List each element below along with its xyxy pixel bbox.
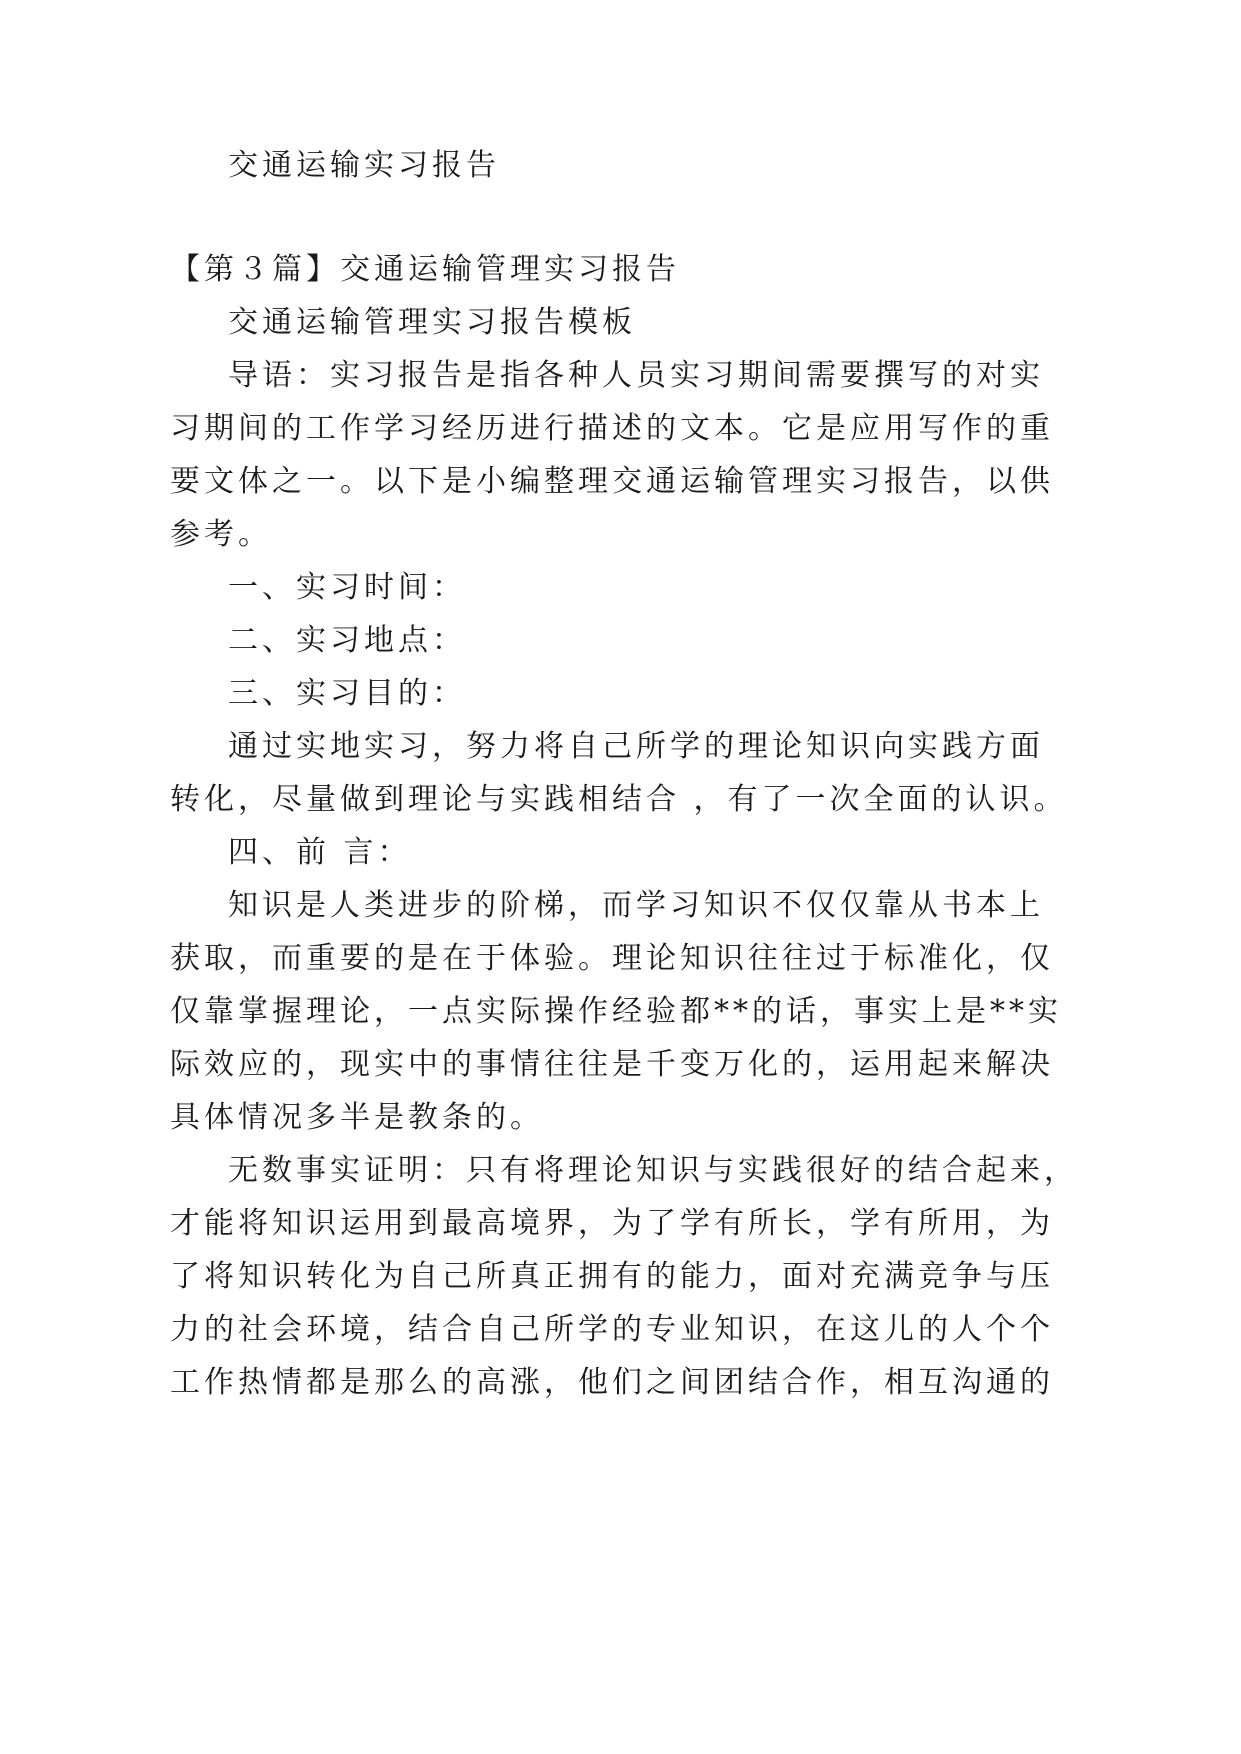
paragraph-line: 获取，而重要的是在于体验。理论知识往往过于标准化，仅 xyxy=(170,941,1054,976)
paragraph-line: 参考。 xyxy=(170,517,272,552)
paragraph-line: 习期间的工作学习经历进行描述的文本。它是应用写作的重 xyxy=(170,411,1054,446)
document-subtitle: 交通运输管理实习报告模板 xyxy=(228,305,636,340)
paragraph-line: 具体情况多半是教条的。 xyxy=(170,1100,544,1135)
document-top-title: 交通运输实习报告 xyxy=(228,148,500,183)
paragraph-line: 了将知识转化为自己所真正拥有的能力，面对充满竞争与压 xyxy=(170,1259,1054,1294)
paragraph-line: 才能将知识运用到最高境界，为了学有所长，学有所用，为 xyxy=(170,1206,1054,1241)
paragraph-line: 仅靠掌握理论，一点实际操作经验都**的话，事实上是**实 xyxy=(170,994,1062,1029)
paragraph-line: 无数事实证明：只有将理论知识与实践很好的结合起来， xyxy=(228,1153,1078,1188)
list-item: 四、前 言： xyxy=(228,835,412,870)
list-item: 二、实习地点： xyxy=(228,623,466,658)
paragraph-line: 力的社会环境，结合自己所学的专业知识，在这儿的人个个 xyxy=(170,1312,1054,1347)
list-item: 一、实习时间： xyxy=(228,570,466,605)
paragraph-line: 要文体之一。以下是小编整理交通运输管理实习报告，以供 xyxy=(170,464,1054,499)
paragraph-line: 工作热情都是那么的高涨，他们之间团结合作，相互沟通的 xyxy=(170,1365,1054,1400)
paragraph-line: 导语：实习报告是指各种人员实习期间需要撰写的对实 xyxy=(228,358,1044,393)
paragraph-line: 通过实地实习，努力将自己所学的理论知识向实践方面 xyxy=(228,729,1044,764)
paragraph-line: 际效应的，现实中的事情往往是千变万化的，运用起来解决 xyxy=(170,1047,1054,1082)
paragraph-line: 转化，尽量做到理论与实践相结合 ，有了一次全面的认识。 xyxy=(170,782,1068,817)
paragraph-line: 知识是人类进步的阶梯，而学习知识不仅仅靠从书本上 xyxy=(228,888,1044,923)
list-item: 三、实习目的： xyxy=(228,676,466,711)
section-heading: 【第３篇】交通运输管理实习报告 xyxy=(170,252,680,287)
